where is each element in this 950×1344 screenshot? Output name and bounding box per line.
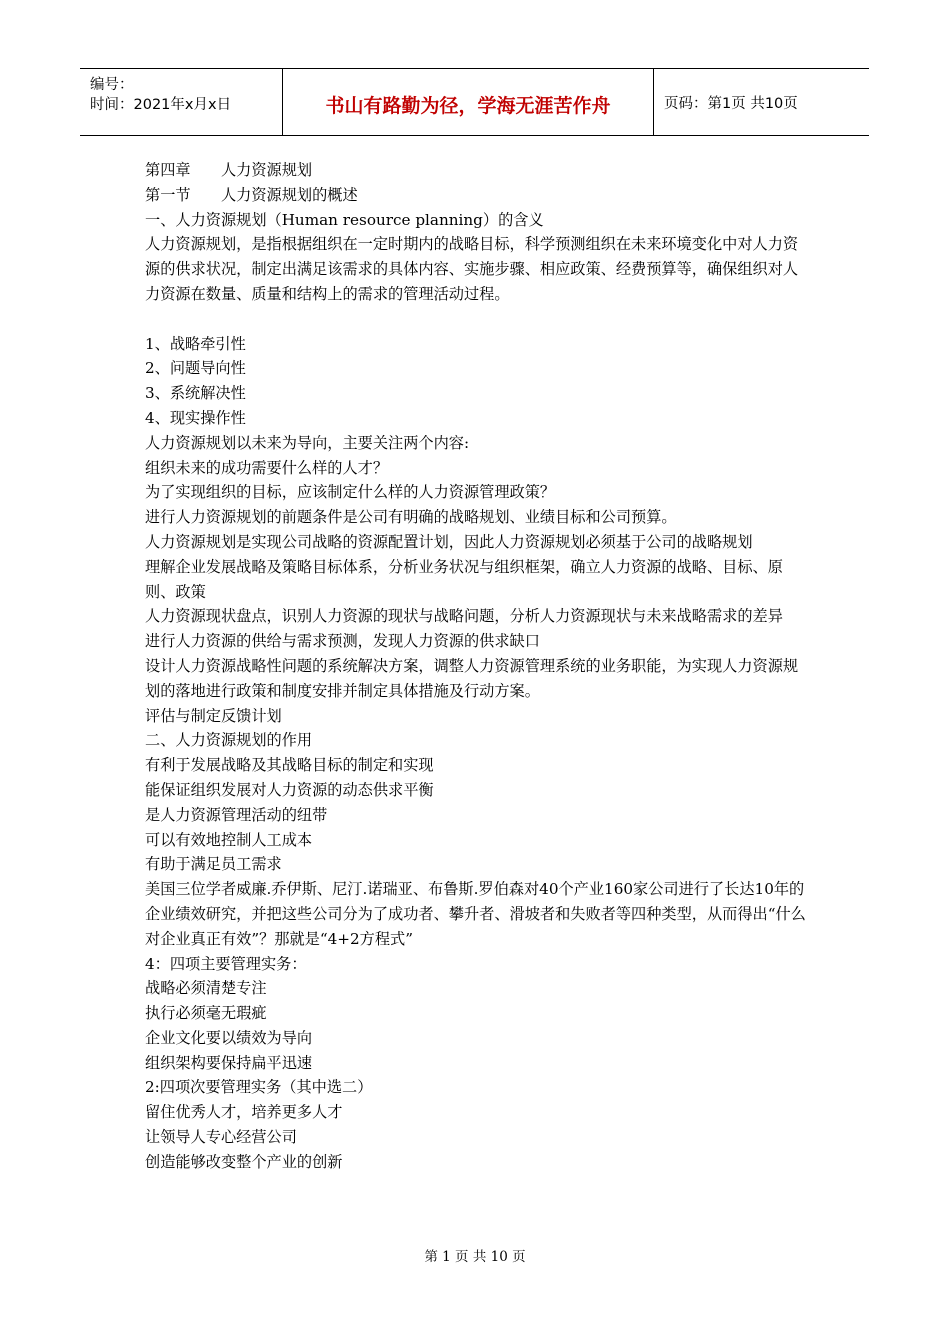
document-body [145, 158, 807, 1175]
body-paragraph: 让领导人专心经营公司 [145, 1128, 297, 1147]
body-paragraph: 企业文化要以绩效为导向 [145, 1028, 313, 1047]
body-paragraph: 能保证组织发展对人力资源的动态供求平衡 [145, 780, 434, 799]
header-motto: 书山有路勤为径，学海无涯苦作舟 [282, 69, 654, 135]
body-paragraph: 是人力资源管理活动的纽带 [145, 805, 328, 824]
body-paragraph: 战略必须清楚专注 [145, 979, 267, 998]
body-paragraph: 人力资源规划是实现公司战略的资源配置计划，因此人力资源规划必须基于公司的战略规划 [145, 532, 753, 551]
body-paragraph: 进行人力资源的供给与需求预测，发现人力资源的供求缺口 [145, 632, 540, 651]
body-paragraph: 一、人力资源规划（Human resource planning）的含义 [145, 210, 544, 229]
body-paragraph: 4、现实操作性 [145, 408, 246, 427]
body-paragraph: 2:四项次要管理实务（其中选二） [145, 1078, 373, 1097]
body-paragraph: 人力资源现状盘点，识别人力资源的现状与战略问题，分析人力资源现状与未来战略需求的差异 [145, 607, 783, 626]
body-paragraph: 1、战略牵引性 [145, 334, 246, 353]
body-paragraph: 人力资源规划以未来为导向，主要关注两个内容: [145, 433, 470, 452]
body-paragraph: 二、人力资源规划的作用 [145, 731, 313, 750]
body-paragraph: 为了实现组织的目标，应该制定什么样的人力资源管理政策？ [145, 483, 556, 502]
body-paragraph: 4：四项主要管理实务： [145, 954, 307, 973]
body-paragraph: 留住优秀人才，培养更多人才 [145, 1103, 343, 1122]
body-paragraph: 2、问题导向性 [145, 359, 246, 378]
body-paragraph: 有助于满足员工需求 [145, 855, 282, 874]
body-paragraph: 第一节 人力资源规划的概述 [145, 185, 358, 204]
body-paragraph: 执行必须毫无瑕疵 [145, 1004, 267, 1023]
body-paragraph: 设计人力资源战略性问题的系统解决方案，调整人力资源管理系统的业务职能，为实现人力资源规划的落地进行政策和制度安排并制定具体措施及行动方案。 [145, 656, 799, 700]
body-paragraph: 评估与制定反馈计划 [145, 706, 282, 725]
body-paragraph: 可以有效地控制人工成本 [145, 830, 313, 849]
body-paragraph: 进行人力资源规划的前题条件是公司有明确的战略规划、业绩目标和公司预算。 [145, 508, 677, 527]
header-meta [80, 69, 282, 135]
body-paragraph: 理解企业发展战略及策略目标体系，分析业务状况与组织框架，确立人力资源的战略、目标、原则、政策 [145, 557, 783, 601]
page-header [80, 68, 869, 136]
body-paragraph: 组织未来的成功需要什么样的人才？ [145, 458, 388, 477]
body-paragraph: 有利于发展战略及其战略目标的制定和实现 [145, 756, 434, 775]
body-paragraph: 人力资源规划，是指根据组织在一定时期内的战略目标，科学预测组织在未来环境变化中对人力资源的供求状况，制定出满足该需求的具体内容、实施步骤、相应政策、经费预算等，确保组织对人力资源在数量、质量和结构上的需求的管理活动过程。 [145, 235, 799, 303]
document-number-label: 编号： [90, 77, 134, 93]
body-paragraph: 创造能够改变整个产业的创新 [145, 1152, 343, 1171]
page-footer: 第 1 页 共 10 页 [424, 1249, 526, 1265]
header-page-info: 页码：第1页 共10页 [664, 95, 798, 112]
body-paragraph: 3、系统解决性 [145, 384, 246, 403]
body-paragraph: 组织架构要保持扁平迅速 [145, 1053, 313, 1072]
body-paragraph: 美国三位学者威廉.乔伊斯、尼汀.诺瑞亚、布鲁斯.罗伯森对40个产业160家公司进行了长达10年的企业绩效研究，并把这些公司分为了成功者、攀升者、滑坡者和失败者等四种类型，从而得出“什么对企业真正有效”？那就是“4+2方程式” [145, 880, 806, 948]
document-time-label: 时间：2021年x月x日 [90, 97, 232, 113]
blank-line [145, 307, 807, 332]
body-paragraph: 第四章 人力资源规划 [145, 161, 313, 179]
